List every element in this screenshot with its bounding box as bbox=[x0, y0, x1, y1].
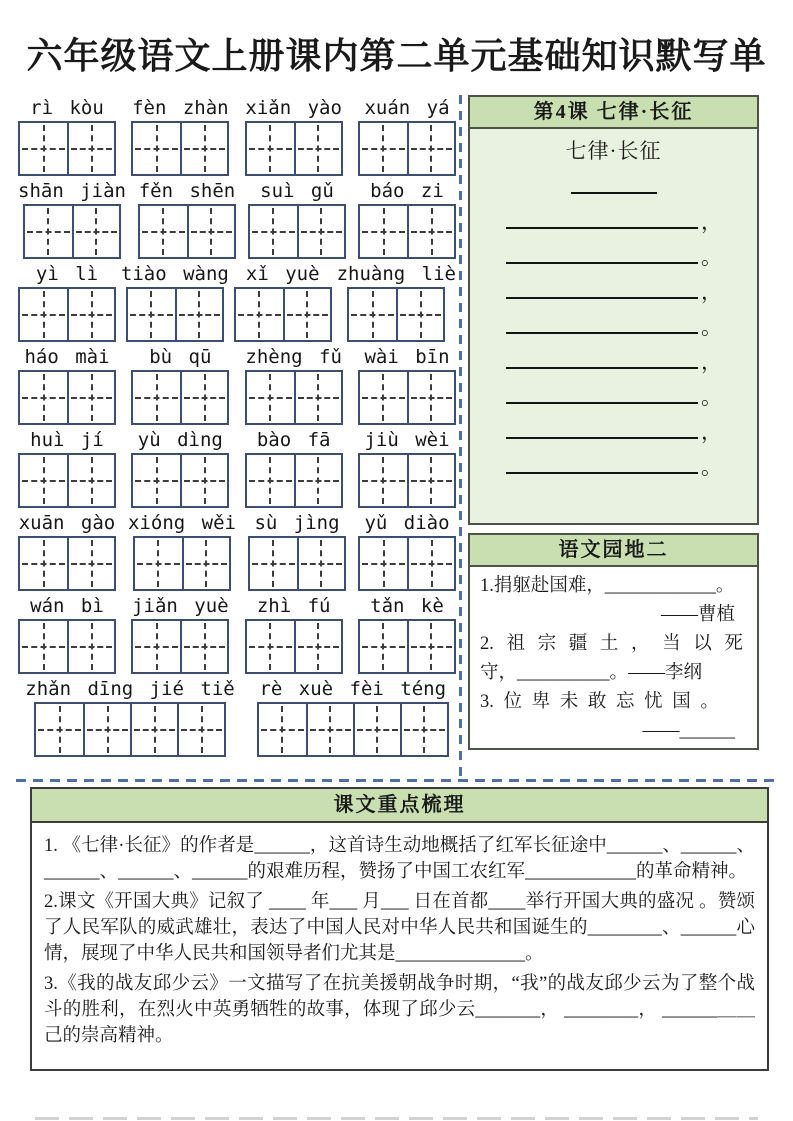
writing-grid bbox=[23, 204, 121, 259]
pinyin-label: báo zi bbox=[370, 180, 444, 202]
pinyin-label: wán bì bbox=[30, 595, 104, 617]
poem-blank-line bbox=[506, 384, 757, 409]
poem-blank-line bbox=[506, 419, 757, 444]
poem-title: 七律·长征 bbox=[565, 139, 662, 163]
pinyin-label: zhuàng liè bbox=[336, 263, 456, 285]
writing-grid bbox=[34, 702, 226, 757]
garden-box-header: 语文园地二 bbox=[470, 535, 757, 567]
grid-cell bbox=[187, 206, 234, 257]
pinyin-label: tiào wàng bbox=[120, 263, 229, 285]
grid-cell bbox=[25, 206, 72, 257]
poem-blank bbox=[506, 209, 698, 229]
grid-cell bbox=[294, 372, 341, 423]
lesson-box-header: 第4课 七律·长征 bbox=[470, 97, 757, 129]
garden-item: 2. 祖 宗 疆 土 ， 当 以 死 守，__________。——李纲 bbox=[480, 634, 743, 683]
pinyin-row bbox=[18, 427, 456, 508]
grid-cell bbox=[133, 621, 180, 672]
pinyin-word-group bbox=[358, 344, 456, 425]
section-divider-dashed bbox=[16, 779, 779, 782]
grid-cell bbox=[297, 538, 344, 589]
pinyin-word-group bbox=[234, 261, 332, 342]
pinyin-word-group bbox=[245, 427, 343, 508]
pinyin-label: suì gǔ bbox=[260, 180, 334, 202]
grid-cell bbox=[180, 372, 227, 423]
pinyin-word-group bbox=[245, 95, 343, 176]
pinyin-row bbox=[18, 593, 456, 674]
pinyin-label: rì kòu bbox=[30, 97, 104, 119]
poem-blank-line bbox=[506, 314, 757, 339]
pinyin-row bbox=[18, 95, 456, 176]
poem-punct: 。 bbox=[701, 315, 722, 339]
pinyin-label: sù jìng bbox=[254, 512, 340, 534]
grid-cell bbox=[247, 621, 294, 672]
grid-cell bbox=[175, 289, 222, 340]
grid-cell bbox=[250, 538, 297, 589]
poem-punct: 。 bbox=[701, 385, 722, 409]
pinyin-label: zhǎn dīng jié tiě bbox=[25, 678, 235, 700]
grid-cell bbox=[360, 372, 407, 423]
summary-box-body bbox=[32, 823, 767, 1061]
poem-punct: 。 bbox=[701, 455, 722, 479]
writing-grid bbox=[234, 287, 332, 342]
grid-cell bbox=[297, 206, 344, 257]
lesson-box bbox=[468, 95, 759, 525]
garden-item-author: ——曹植 bbox=[660, 605, 735, 625]
pinyin-label: zhèng fǔ bbox=[245, 346, 342, 368]
pinyin-label: xiǎn yào bbox=[245, 97, 342, 119]
poem-punct: ， bbox=[701, 210, 722, 234]
pinyin-label: xióng wěi bbox=[128, 512, 236, 534]
pinyin-label: yù dìng bbox=[137, 429, 223, 451]
poem-blank-line bbox=[506, 209, 757, 234]
grid-cell bbox=[135, 538, 182, 589]
pinyin-label: bào fā bbox=[256, 429, 331, 451]
pinyin-row bbox=[18, 344, 456, 425]
writing-grid bbox=[245, 619, 343, 674]
pinyin-word-group bbox=[131, 427, 229, 508]
column-divider-dashed bbox=[459, 95, 462, 783]
garden-item-author: ——______ bbox=[642, 721, 735, 741]
grid-cell bbox=[72, 206, 119, 257]
grid-cell bbox=[353, 704, 400, 755]
pinyin-word-group bbox=[128, 510, 236, 591]
grid-cell bbox=[396, 289, 443, 340]
pinyin-word-group bbox=[358, 510, 456, 591]
grid-cell bbox=[67, 621, 114, 672]
pinyin-word-group bbox=[257, 676, 449, 757]
writing-grid bbox=[358, 619, 456, 674]
grid-cell bbox=[294, 123, 341, 174]
writing-grid bbox=[18, 619, 116, 674]
pinyin-word-group bbox=[131, 95, 229, 176]
writing-grid bbox=[131, 619, 229, 674]
grid-cell bbox=[407, 206, 454, 257]
writing-grid bbox=[347, 287, 445, 342]
pinyin-label: jiù wèi bbox=[364, 429, 450, 451]
grid-cell bbox=[407, 123, 454, 174]
grid-cell bbox=[407, 621, 454, 672]
poem-blank bbox=[506, 314, 698, 334]
grid-cell bbox=[128, 289, 175, 340]
pinyin-label: xǐ yuè bbox=[245, 263, 320, 285]
pinyin-word-group bbox=[121, 261, 229, 342]
poem-blank bbox=[506, 349, 698, 369]
writing-grid bbox=[358, 453, 456, 508]
grid-cell bbox=[180, 621, 227, 672]
writing-grid bbox=[358, 370, 456, 425]
summary-box bbox=[30, 787, 769, 1071]
pinyin-label: xuān gào bbox=[18, 512, 116, 534]
summary-paragraph: 1. 《七律·长征》的作者是______，这首诗生动地概括了红军长征途中______、______、______、______、______的艰难历程，赞扬了中国工农红军____________的革命精神。 bbox=[44, 836, 755, 882]
pinyin-label: jiǎn yuè bbox=[132, 595, 229, 617]
grid-cell bbox=[250, 206, 297, 257]
grid-cell bbox=[36, 704, 83, 755]
pinyin-word-group bbox=[358, 427, 456, 508]
grid-cell bbox=[360, 538, 407, 589]
grid-cell bbox=[259, 704, 306, 755]
grid-cell bbox=[407, 372, 454, 423]
lesson-box-body bbox=[470, 129, 757, 479]
summary-paragraph: 3.《我的战友邱少云》一文描写了在抗美援朝战争时期，“我”的战友邱少云为了整个战斗的胜利，在烈火中英勇牺牲的故事，体现了邱少云_______， ________， ______＿＿己的崇高精神。 bbox=[44, 974, 755, 1046]
grid-cell bbox=[67, 372, 114, 423]
grid-cell bbox=[236, 289, 283, 340]
grid-cell bbox=[20, 289, 67, 340]
pinyin-word-group bbox=[18, 178, 126, 259]
poem-blank-line bbox=[506, 349, 757, 374]
writing-grid bbox=[358, 121, 456, 176]
grid-cell bbox=[67, 123, 114, 174]
pinyin-row-idioms bbox=[18, 676, 456, 757]
writing-grid bbox=[18, 287, 116, 342]
pinyin-label: shān jiàn bbox=[18, 180, 126, 202]
writing-grid bbox=[248, 536, 346, 591]
garden-box bbox=[468, 533, 759, 750]
grid-cell bbox=[294, 621, 341, 672]
pinyin-word-group bbox=[358, 95, 456, 176]
pinyin-word-group bbox=[18, 261, 116, 342]
poem-punct: ， bbox=[701, 420, 722, 444]
poem-blank bbox=[506, 384, 698, 404]
pinyin-label: fèn zhàn bbox=[132, 97, 229, 119]
writing-grid bbox=[131, 370, 229, 425]
grid-cell bbox=[67, 538, 114, 589]
page-title: 六年级语文上册课内第二单元基础知识默写单 bbox=[26, 35, 767, 77]
grid-cell bbox=[360, 123, 407, 174]
writing-grid bbox=[18, 370, 116, 425]
pinyin-word-group bbox=[25, 676, 234, 757]
pinyin-word-group bbox=[245, 344, 343, 425]
poem-blank-line bbox=[506, 244, 757, 269]
pinyin-label: bù qū bbox=[149, 346, 212, 368]
pinyin-word-group bbox=[337, 261, 456, 342]
writing-grid bbox=[138, 204, 236, 259]
writing-grid bbox=[18, 453, 116, 508]
grid-cell bbox=[180, 123, 227, 174]
garden-item: 1.捐躯赴国难，____________。 bbox=[480, 576, 735, 596]
grid-cell bbox=[133, 372, 180, 423]
grid-cell bbox=[67, 289, 114, 340]
poem-blank bbox=[506, 244, 698, 264]
pinyin-label: háo mài bbox=[24, 346, 110, 368]
writing-grid bbox=[18, 536, 116, 591]
writing-grid bbox=[131, 121, 229, 176]
pinyin-label: yǔ diào bbox=[364, 512, 450, 534]
writing-grid bbox=[245, 453, 343, 508]
grid-cell bbox=[140, 206, 187, 257]
poem-blank-line bbox=[506, 454, 757, 479]
pinyin-word-group bbox=[18, 344, 116, 425]
grid-cell bbox=[400, 704, 447, 755]
pinyin-word-group bbox=[358, 178, 456, 259]
cutoff-content-strip bbox=[35, 1117, 758, 1120]
grid-cell bbox=[20, 455, 67, 506]
pinyin-word-group bbox=[18, 510, 116, 591]
writing-grid bbox=[257, 702, 449, 757]
garden-box-body bbox=[470, 567, 757, 746]
writing-grid bbox=[131, 453, 229, 508]
pinyin-word-group bbox=[245, 593, 343, 674]
writing-grid bbox=[245, 121, 343, 176]
grid-cell bbox=[20, 123, 67, 174]
grid-cell bbox=[294, 455, 341, 506]
grid-cell bbox=[349, 289, 396, 340]
writing-grid bbox=[358, 536, 456, 591]
grid-cell bbox=[133, 123, 180, 174]
grid-cell bbox=[360, 206, 407, 257]
pinyin-word-group bbox=[358, 593, 456, 674]
writing-grid bbox=[18, 121, 116, 176]
pinyin-word-group bbox=[18, 593, 116, 674]
grid-cell bbox=[20, 372, 67, 423]
pinyin-label: huì jí bbox=[30, 429, 104, 451]
grid-cell bbox=[407, 538, 454, 589]
grid-cell bbox=[360, 621, 407, 672]
pinyin-label: xuán yá bbox=[364, 97, 450, 119]
grid-cell bbox=[177, 704, 224, 755]
grid-cell bbox=[180, 455, 227, 506]
writing-grid bbox=[133, 536, 231, 591]
right-column bbox=[468, 95, 775, 759]
grid-cell bbox=[83, 704, 130, 755]
writing-grid bbox=[358, 204, 456, 259]
grid-cell bbox=[130, 704, 177, 755]
grid-cell bbox=[67, 455, 114, 506]
pinyin-word-group bbox=[18, 95, 116, 176]
pinyin-word-group bbox=[18, 427, 116, 508]
grid-cell bbox=[283, 289, 330, 340]
grid-cell bbox=[247, 123, 294, 174]
pinyin-label: yì lì bbox=[35, 263, 99, 285]
grid-cell bbox=[182, 538, 229, 589]
poem-blank bbox=[506, 279, 698, 299]
writing-grid bbox=[245, 370, 343, 425]
pinyin-word-group bbox=[131, 344, 229, 425]
pinyin-label: tǎn kè bbox=[370, 595, 444, 617]
pinyin-label: fěn shēn bbox=[138, 180, 236, 202]
writing-grid bbox=[126, 287, 224, 342]
summary-paragraph: 2.课文《开国大典》记叙了 ____ 年___ 月___ 日在首都____举行开国大典的盛况 。赞颂了人民军队的威武雄壮，表达了中国人民对中华人民共和国诞生的________、______心情，展现了中华人民共和国领导者们尤其是______________。 bbox=[44, 892, 755, 964]
poem-punct: 。 bbox=[701, 245, 722, 269]
poem-author-blank bbox=[571, 192, 657, 194]
pinyin-label: rè xuè fèi téng bbox=[259, 678, 447, 700]
grid-cell bbox=[133, 455, 180, 506]
main-columns bbox=[0, 95, 793, 759]
pinyin-label: zhì fú bbox=[256, 595, 331, 617]
poem-punct: ， bbox=[701, 350, 722, 374]
pinyin-word-group bbox=[138, 178, 236, 259]
poem-blank bbox=[506, 454, 698, 474]
grid-cell bbox=[20, 538, 67, 589]
pinyin-row bbox=[18, 510, 456, 591]
grid-cell bbox=[407, 455, 454, 506]
garden-item: 3. 位 卑 未 敢 忘 忧 国 。 bbox=[480, 692, 719, 712]
pinyin-label: wài bīn bbox=[364, 346, 450, 368]
summary-box-header: 课文重点梳理 bbox=[32, 789, 767, 823]
grid-cell bbox=[247, 455, 294, 506]
grid-cell bbox=[247, 372, 294, 423]
grid-cell bbox=[20, 621, 67, 672]
pinyin-word-group bbox=[248, 178, 346, 259]
pinyin-word-group bbox=[131, 593, 229, 674]
pinyin-row bbox=[18, 261, 456, 342]
pinyin-row bbox=[18, 178, 456, 259]
pinyin-word-group bbox=[248, 510, 346, 591]
poem-blank-line bbox=[506, 279, 757, 304]
poem-punct: ， bbox=[701, 280, 722, 304]
pinyin-grid-section bbox=[18, 95, 456, 759]
poem-blank bbox=[506, 419, 698, 439]
writing-grid bbox=[248, 204, 346, 259]
grid-cell bbox=[360, 455, 407, 506]
grid-cell bbox=[306, 704, 353, 755]
